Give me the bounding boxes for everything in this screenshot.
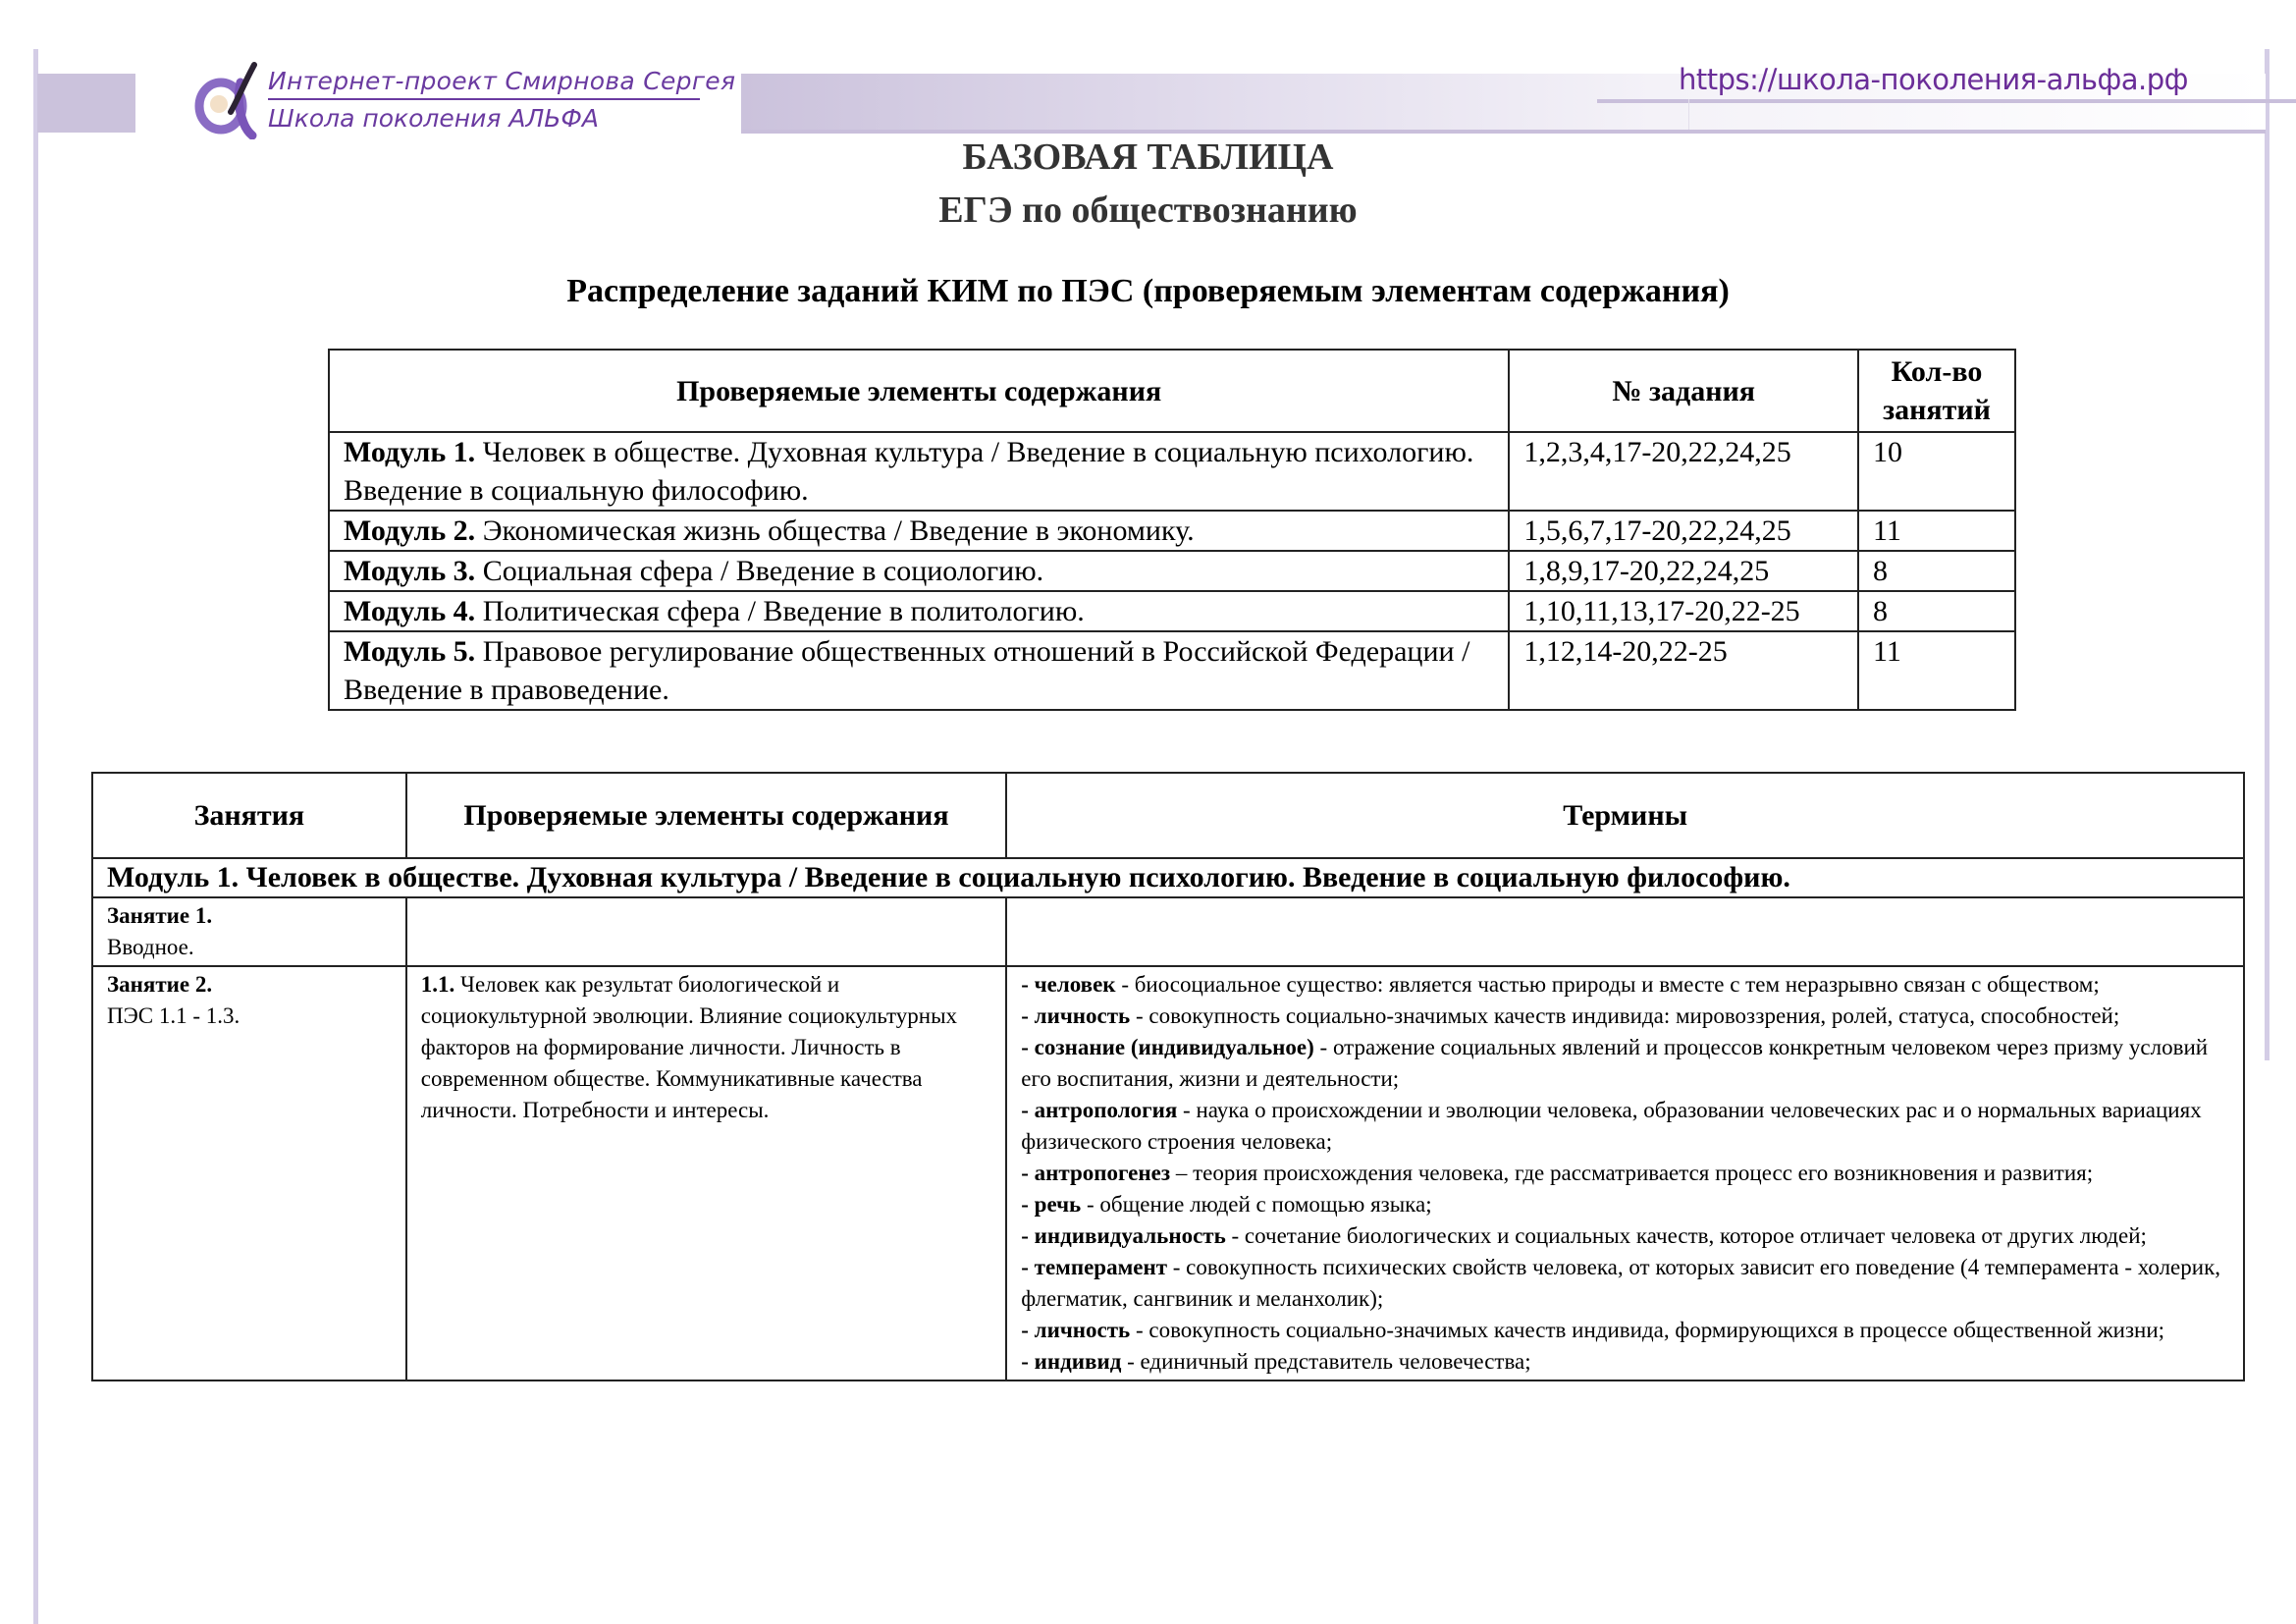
term: - личность	[1021, 1003, 1131, 1028]
terms-cell	[1006, 897, 2244, 966]
count-cell: 11	[1858, 511, 2015, 551]
header-band-left	[37, 74, 135, 133]
module-cell	[329, 432, 1509, 511]
term-definition: - сочетание биологических и социальных качеств, которое отличает человека от других людей;	[1225, 1223, 2147, 1248]
lesson-subtitle: ПЭС 1.1 - 1.3.	[107, 1003, 240, 1028]
site-url-link[interactable]: https://школа-поколения-альфа.рф	[1679, 63, 2188, 96]
summary-table	[328, 349, 2016, 711]
module-cell	[329, 631, 1509, 710]
count-cell: 8	[1858, 551, 2015, 591]
module-label: Модуль 2.	[344, 514, 476, 547]
header-cell: № задания	[1509, 350, 1858, 432]
term-item	[1021, 1315, 2229, 1346]
module-text: Политическая сфера / Введение в политологию.	[475, 595, 1085, 627]
section-title: Распределение заданий КИМ по ПЭС (проверяемым элементам содержания)	[566, 273, 1730, 309]
module-text: Человек в обществе. Духовная культура / Введение в социальную психологию. Введение в социальную философию.	[344, 436, 1474, 507]
term-item	[1021, 969, 2229, 1001]
term-item	[1021, 1001, 2229, 1032]
module-heading-row	[92, 858, 2244, 897]
module-cell	[329, 591, 1509, 631]
term: - индивидуальность	[1021, 1223, 1226, 1248]
term-definition: - единичный представитель человечества;	[1121, 1349, 1531, 1374]
header-band-rule	[741, 130, 2266, 134]
table-row	[329, 432, 2015, 511]
term-item	[1021, 1220, 2229, 1252]
detail-table-header	[92, 773, 2244, 858]
term-item	[1021, 1158, 2229, 1189]
lesson-cell	[92, 966, 406, 1380]
term: - индивид	[1021, 1349, 1122, 1374]
lesson-row	[92, 966, 2244, 1380]
term-definition: - наука о происхождении и эволюции человека, образовании человеческих рас и о нормальных вариациях физического строения человека;	[1021, 1098, 2202, 1154]
header-cell: Термины	[1006, 773, 2244, 858]
pes-cell	[406, 966, 1007, 1380]
module-label: Модуль 5.	[344, 635, 476, 668]
header-cell: Занятия	[92, 773, 406, 858]
tasks-cell: 1,5,6,7,17-20,22,24,25	[1509, 511, 1858, 551]
pes-number: 1.1.	[420, 972, 455, 997]
header-cell: Проверяемые элементы содержания	[329, 350, 1509, 432]
term-definition: - совокупность социально-значимых качеств индивида: мировоззрения, ролей, статуса, способностей;	[1130, 1003, 2120, 1028]
term-definition: - отражение социальных явлений и процессов конкретным человеком через призму условий его воспитания, жизни и деятельности;	[1021, 1035, 2209, 1091]
tasks-cell: 1,10,11,13,17-20,22-25	[1509, 591, 1858, 631]
term: - сознание (индивидуальное)	[1021, 1035, 1314, 1059]
table-row	[329, 511, 2015, 551]
tasks-cell: 1,12,14-20,22-25	[1509, 631, 1858, 710]
module-text: Социальная сфера / Введение в социологию.	[475, 555, 1044, 587]
lesson-subtitle: Вводное.	[107, 935, 194, 959]
lesson-row	[92, 897, 2244, 966]
term-definition: – теория происхождения человека, где рассматривается процесс его возникновения и развития;	[1170, 1161, 2094, 1185]
module-cell	[329, 551, 1509, 591]
term: - антропогенез	[1021, 1161, 1171, 1185]
term: - темперамент	[1021, 1255, 1168, 1279]
pes-cell	[406, 897, 1007, 966]
summary-table-header	[329, 350, 2015, 432]
module-label: Модуль 3.	[344, 555, 476, 587]
table-row	[329, 591, 2015, 631]
tasks-cell: 1,8,9,17-20,22,24,25	[1509, 551, 1858, 591]
module-text: Правовое регулирование общественных отношений в Российской Федерации / Введение в правоведение.	[344, 635, 1470, 706]
term: - человек	[1021, 972, 1116, 997]
term: - речь	[1021, 1192, 1082, 1217]
term-item	[1021, 1095, 2229, 1158]
lesson-cell	[92, 897, 406, 966]
logo-subtitle: Школа поколения АЛЬФА	[268, 104, 600, 133]
count-cell: 8	[1858, 591, 2015, 631]
page-title: БАЗОВАЯ ТАБЛИЦА	[962, 136, 1334, 178]
module-label: Модуль 4.	[344, 595, 476, 627]
lesson-title: Занятие 2.	[107, 972, 213, 997]
site-logo[interactable]	[191, 61, 736, 139]
detail-table	[91, 772, 2245, 1381]
count-cell: 11	[1858, 631, 2015, 710]
terms-cell	[1006, 966, 2244, 1380]
term: - антропология	[1021, 1098, 1178, 1122]
count-cell: 10	[1858, 432, 2015, 511]
term-item	[1021, 1346, 2229, 1378]
module-label: Модуль 1.	[344, 436, 476, 468]
term-definition: - совокупность социально-значимых качеств индивида, формирующихся в процессе общественной жизни;	[1130, 1318, 2165, 1342]
term-item	[1021, 1032, 2229, 1095]
term: - личность	[1021, 1318, 1131, 1342]
header-cell: Кол-во занятий	[1858, 350, 2015, 432]
header-cell: Проверяемые элементы содержания	[406, 773, 1007, 858]
lesson-title: Занятие 1.	[107, 903, 213, 928]
table-row	[329, 551, 2015, 591]
tasks-cell: 1,2,3,4,17-20,22,24,25	[1509, 432, 1858, 511]
term-item	[1021, 1252, 2229, 1315]
module-text: Экономическая жизнь общества / Введение в экономику.	[475, 514, 1195, 547]
table-row	[329, 631, 2015, 710]
alpha-icon	[191, 61, 270, 139]
term-definition: - совокупность психических свойств человека, от которых зависит его поведение (4 темперамента - холерик, флегматик, сангвиник и меланхолик);	[1021, 1255, 2220, 1311]
header-divider	[1688, 99, 1689, 130]
pes-text: Человек как результат биологической и социокультурной эволюции. Влияние социокультурных факторов на формирование личности. Личность в современном обществе. Коммуникативные качества личности. Потребности и интересы.	[420, 972, 958, 1122]
url-underline	[1597, 99, 2296, 103]
logo-title: Интернет-проект Смирнова Сергея	[268, 67, 736, 95]
page-subject: ЕГЭ по обществознанию	[938, 189, 1358, 231]
module-cell	[329, 511, 1509, 551]
module-heading: Модуль 1. Человек в обществе. Духовная культура / Введение в социальную психологию. Введение в социальную философию.	[92, 858, 2244, 897]
term-definition: - биосоциальное существо: является частью природы и вместе с тем неразрывно связан с обществом;	[1115, 972, 2100, 997]
term-definition: - общение людей с помощью языка;	[1081, 1192, 1432, 1217]
logo-rule	[268, 98, 700, 100]
term-item	[1021, 1189, 2229, 1220]
